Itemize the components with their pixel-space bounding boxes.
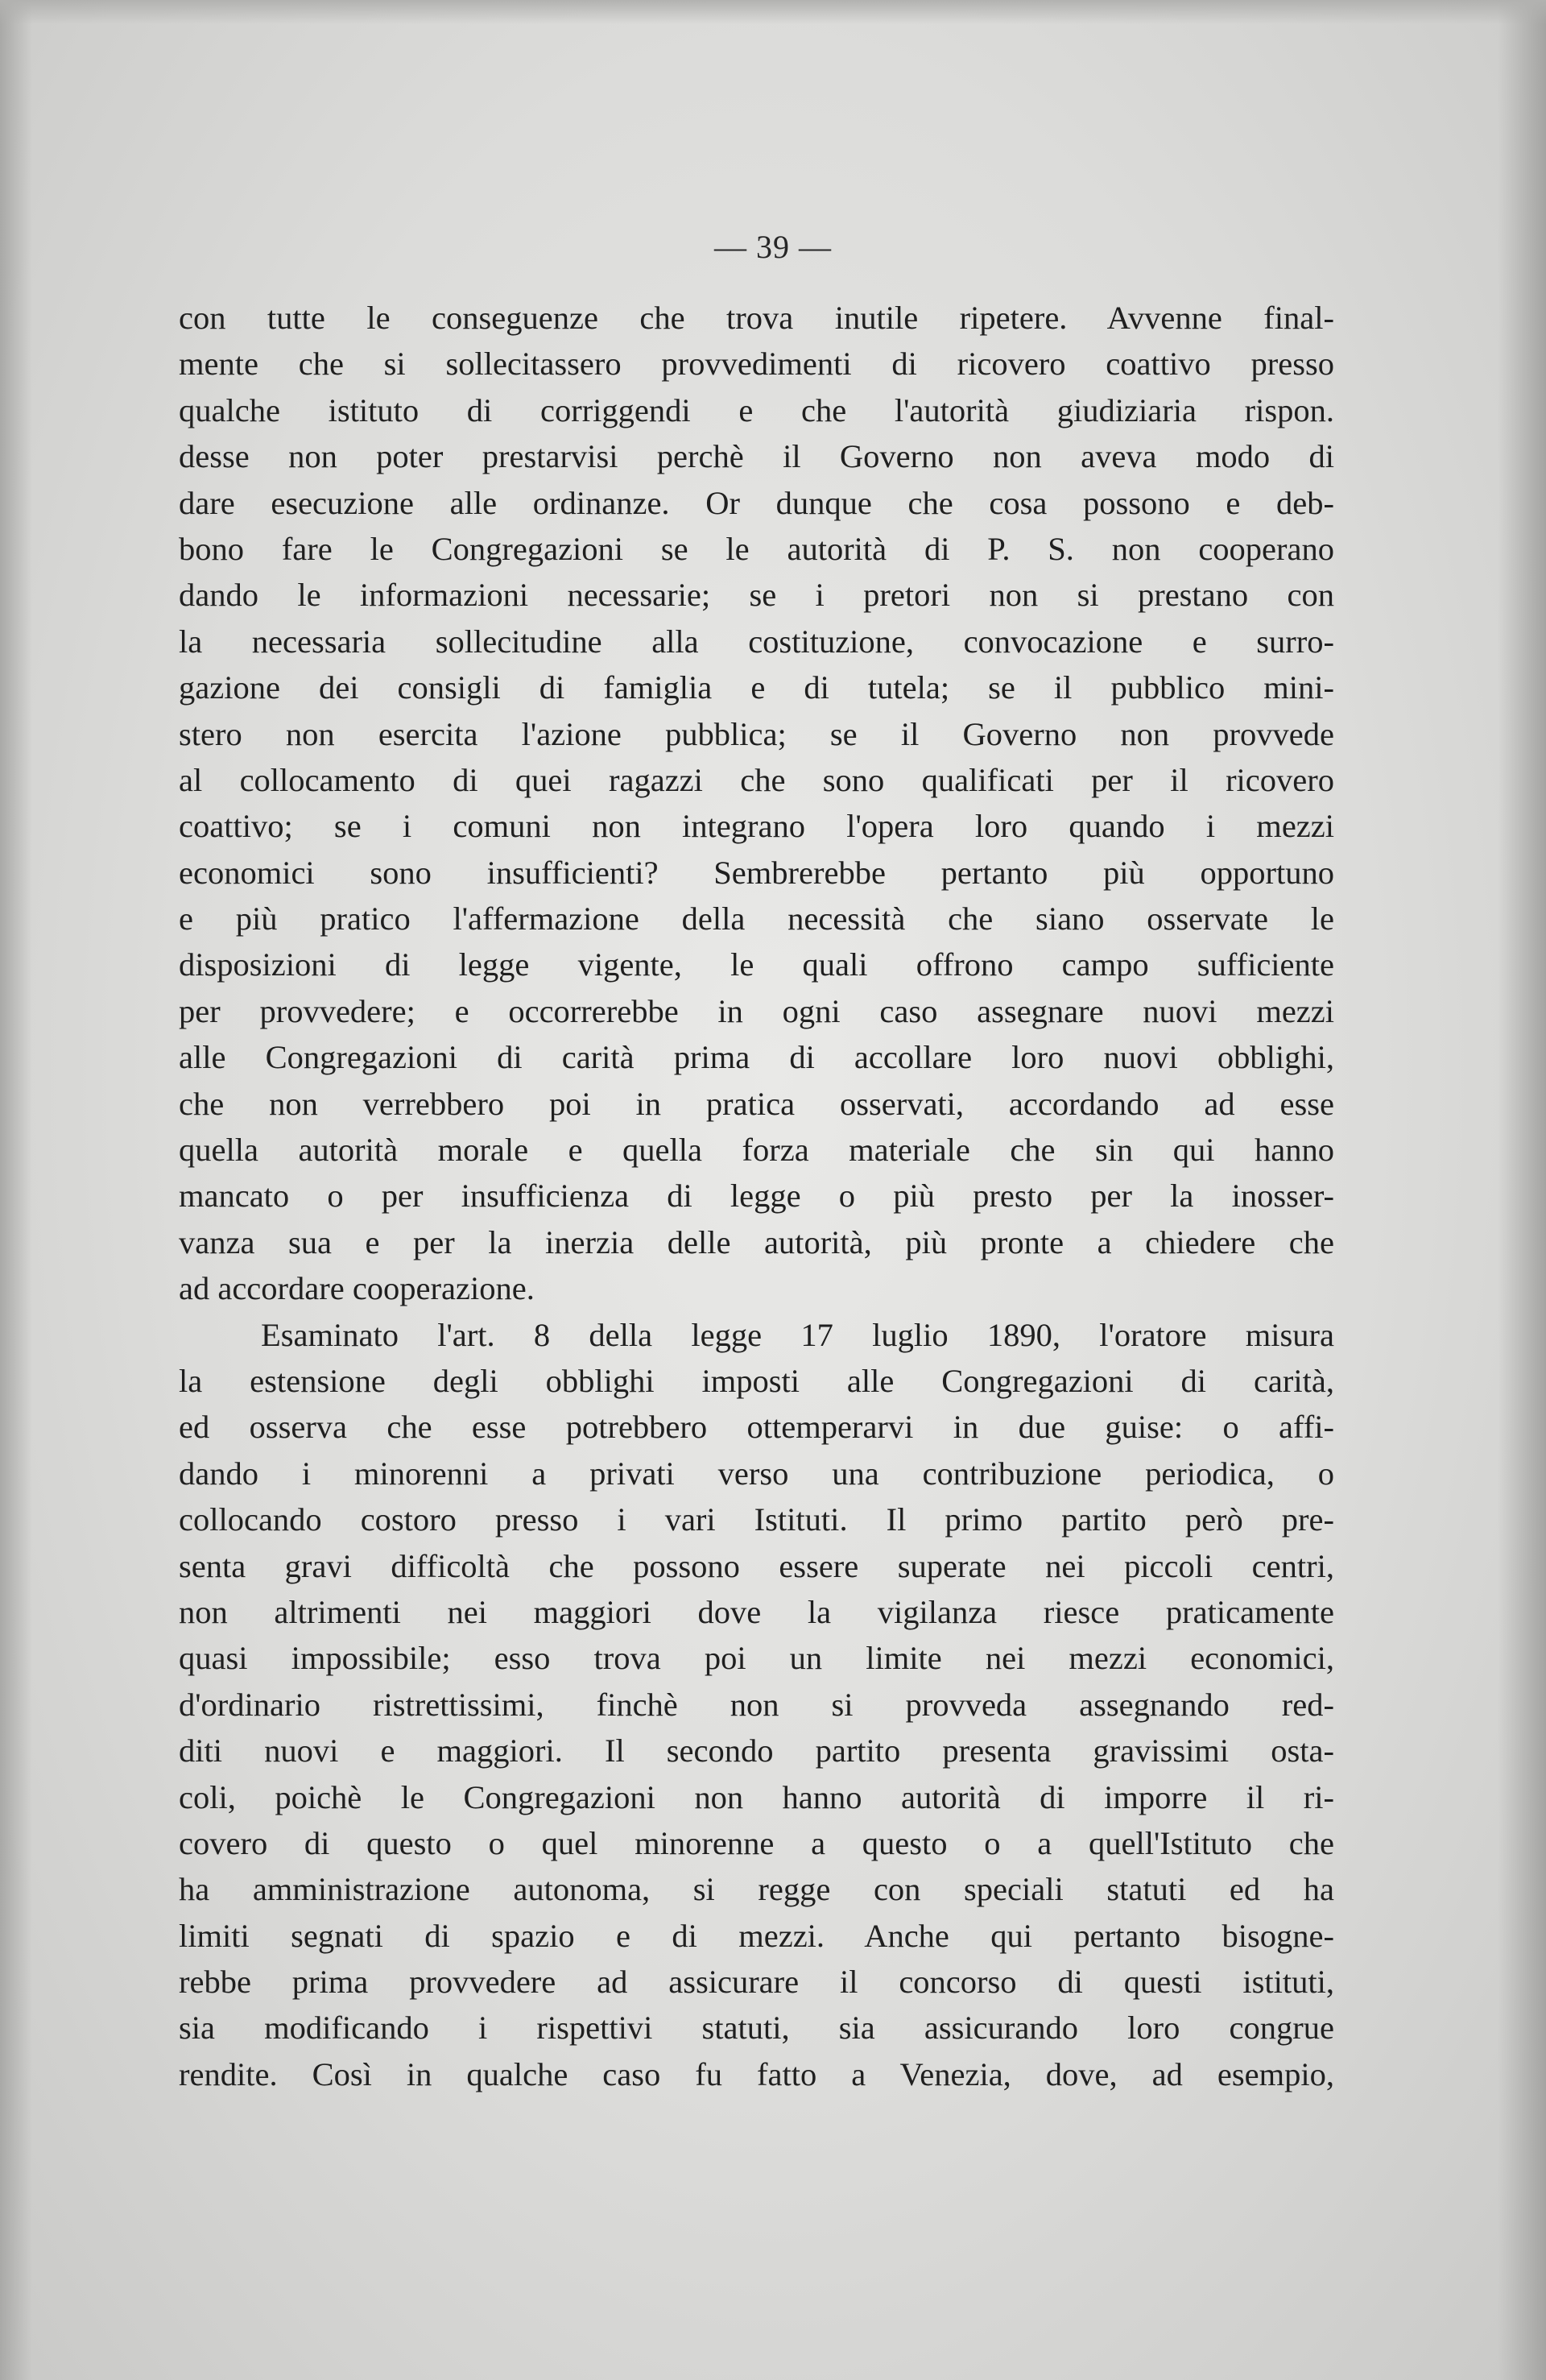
text-line: gazione dei consigli di famiglia e di tutela; se il pubblico mini- xyxy=(179,669,1334,706)
body-text xyxy=(179,295,1334,2097)
text-line: disposizioni di legge vigente, le quali offrono campo sufficiente xyxy=(179,946,1334,983)
text-line: bono fare le Congregazioni se le autorità di P. S. non cooperano xyxy=(179,530,1334,567)
text-line: ed osserva che esse potrebbero ottemperarvi in due guise: o affi- xyxy=(179,1409,1334,1446)
text-line: la necessaria sollecitudine alla costituzione, convocazione e surro- xyxy=(179,623,1334,660)
page-shadow-left xyxy=(0,0,32,2380)
text-line: diti nuovi e maggiori. Il secondo partito presenta gravissimi osta- xyxy=(179,1732,1334,1769)
text-line: vanza sua e per la inerzia delle autorità, più pronte a chiedere che xyxy=(179,1223,1334,1260)
text-line: coattivo; se i comuni non integrano l'opera loro quando i mezzi xyxy=(179,808,1334,845)
text-line: coli, poichè le Congregazioni non hanno autorità di imporre il ri- xyxy=(179,1778,1334,1815)
text-line: al collocamento di quei ragazzi che sono qualificati per il ricovero xyxy=(179,761,1334,798)
paragraph-last-line: ad accordare cooperazione. xyxy=(179,1270,535,1307)
text-line: d'ordinario ristrettissimi, finchè non si provveda assegnando red- xyxy=(179,1686,1334,1723)
text-line: che non verrebbero poi in pratica osservati, accordando ad esse xyxy=(179,1085,1334,1122)
text-line: desse non poter prestarvisi perchè il Governo non aveva modo di xyxy=(179,438,1334,475)
text-line: senta gravi difficoltà che possono essere superate nei piccoli centri, xyxy=(179,1547,1334,1584)
text-line: e più pratico l'affermazione della necessità che siano osservate le xyxy=(179,900,1334,938)
text-line: quella autorità morale e quella forza materiale che sin qui hanno xyxy=(179,1132,1334,1169)
text-line: alle Congregazioni di carità prima di accollare loro nuovi obblighi, xyxy=(179,1039,1334,1076)
text-line: dando le informazioni necessarie; se i pretori non si prestano con xyxy=(179,577,1334,614)
paragraph-first-line: Esaminato l'art. 8 della legge 17 luglio 1890, l'oratore misura xyxy=(261,1316,1334,1353)
page-shadow-top xyxy=(0,0,1546,24)
text-line: collocando costoro presso i vari Istituti. Il primo partito però pre- xyxy=(179,1501,1334,1538)
text-line: stero non esercita l'azione pubblica; se il Governo non provvede xyxy=(179,715,1334,752)
text-line: la estensione degli obblighi imposti alle Congregazioni di carità, xyxy=(179,1362,1334,1399)
text-line: qualche istituto di corriggendi e che l'autorità giudiziaria rispon. xyxy=(179,391,1334,428)
text-line: quasi impossibile; esso trova poi un limite nei mezzi economici, xyxy=(179,1640,1334,1677)
text-line: con tutte le conseguenze che trova inutile ripetere. Avvenne final- xyxy=(179,300,1334,336)
text-line: dando i minorenni a privati verso una contribuzione periodica, o xyxy=(179,1455,1334,1492)
text-line: mancato o per insufficienza di legge o più presto per la inosser- xyxy=(179,1178,1334,1215)
text-line: rendite. Così in qualche caso fu fatto a Venezia, dove, ad esempio, xyxy=(179,2055,1334,2092)
page-number: — 39 — xyxy=(714,229,832,265)
text-line: covero di questo o quel minorenne a questo o a quell'Istituto che xyxy=(179,1824,1334,1861)
text-line: ha amministrazione autonoma, si regge con speciali statuti ed ha xyxy=(179,1871,1334,1908)
text-line: limiti segnati di spazio e di mezzi. Anche qui pertanto bisogne- xyxy=(179,1917,1334,1954)
text-line: dare esecuzione alle ordinanze. Or dunque che cosa possono e deb- xyxy=(179,484,1334,521)
text-line: sia modificando i rispettivi statuti, sia assicurando loro congrue xyxy=(179,2010,1334,2047)
text-line: mente che si sollecitassero provvedimenti di ricovero coattivo presso xyxy=(179,346,1334,383)
text-line: non altrimenti nei maggiori dove la vigilanza riesce praticamente xyxy=(179,1593,1334,1630)
text-line: economici sono insufficienti? Sembrerebbe pertanto più opportuno xyxy=(179,854,1334,891)
text-line: rebbe prima provvedere ad assicurare il concorso di questi istituti, xyxy=(179,1964,1334,2001)
page-shadow-right xyxy=(1498,0,1546,2380)
text-line: per provvedere; e occorrerebbe in ogni caso assegnare nuovi mezzi xyxy=(179,992,1334,1029)
